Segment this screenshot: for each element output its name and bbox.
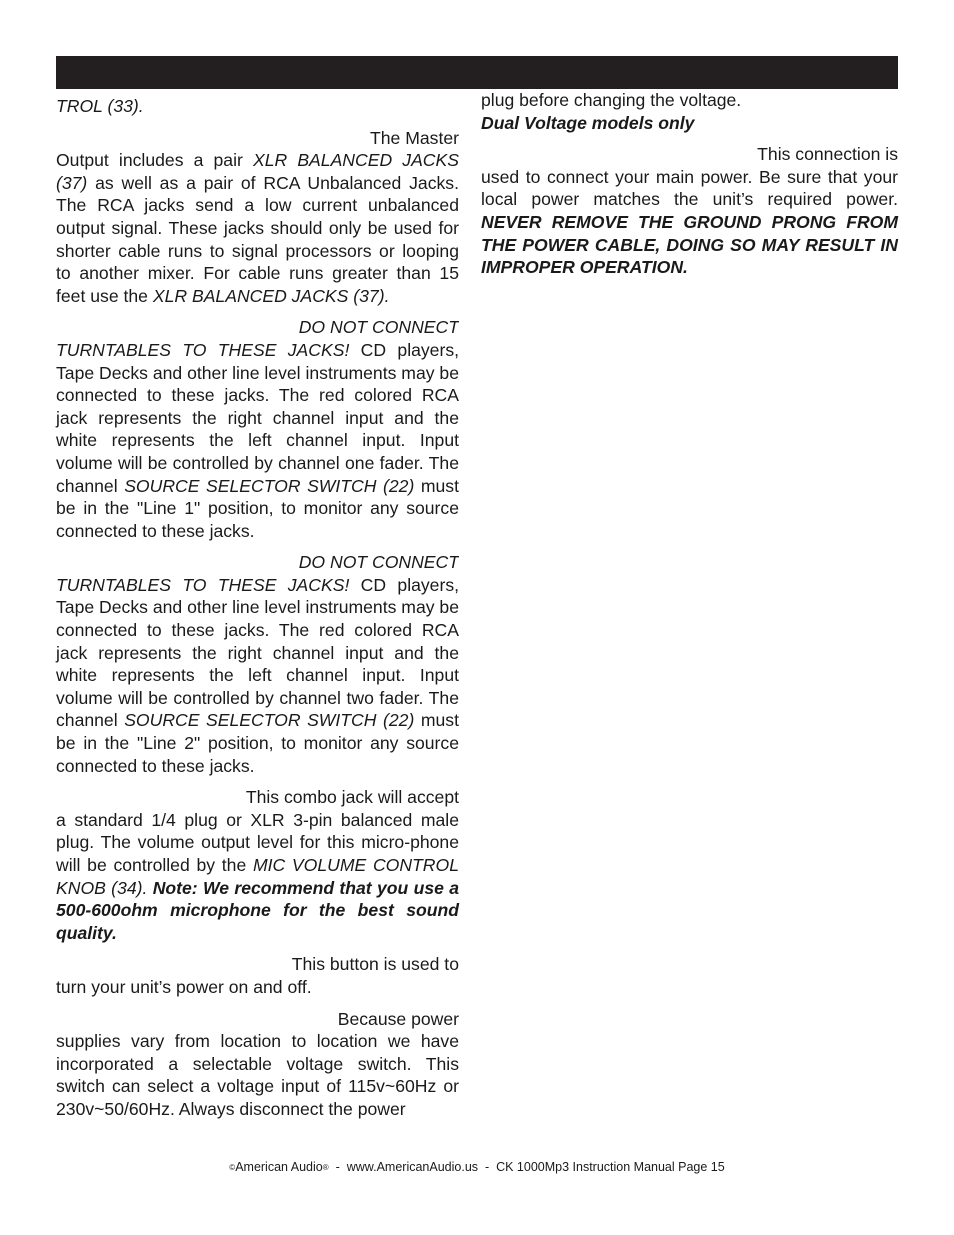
website-link: www.AmericanAudio.us xyxy=(346,1160,479,1174)
left-column xyxy=(56,95,459,1121)
paragraph-line: Because power xyxy=(337,1008,459,1029)
paragraph: used to connect your main power. Be sure that your local power matches the unit’s required power. NEVER REMOVE THE GROUND PRONG FROM THE POWER CABLE, DOING SO MAY RESULT IN IMPROPER OPERATION. xyxy=(481,166,898,278)
registered-symbol: ® xyxy=(322,1163,329,1173)
paragraph: a standard 1/4 plug or XLR 3-pin balanced male plug. The volume output level for this micro-phone will be controlled by the MIC VOLUME CONTROL KNOB (34). Note: We recommend that you use a 500-600ohm microphone for the best sound quality. xyxy=(56,809,459,943)
paragraph: TURNTABLES TO THESE JACKS! CD players, Tape Decks and other line level instruments may be connected to these jacks. The red colored RCA jack represents the right channel input and the white represents the left channel input. Input volume will be controlled by channel two fader. The channel SOURCE SELECTOR SWITCH (22) must be in the "Line 2" position, to monitor any source connected to these jacks. xyxy=(56,574,460,776)
brand-name: American Audio xyxy=(235,1160,323,1174)
paragraph-line: TROL (33). xyxy=(56,96,144,116)
subheading: Dual Voltage models only xyxy=(481,112,695,133)
paragraph: turn your unit’s power on and off. xyxy=(56,976,312,997)
copyright-symbol: © xyxy=(229,1163,236,1173)
warning-line: DO NOT CONNECT xyxy=(298,552,459,573)
paragraph-line: The Master xyxy=(370,127,459,148)
paragraph: supplies vary from location to location we have incorporated a selectable voltage switch. This switch can select a voltage input of 115v~60Hz or 230v~50/60Hz. Always disconnect the power xyxy=(56,1031,459,1119)
paragraph-line: plug before changing the voltage. xyxy=(481,90,742,110)
header-bar xyxy=(56,56,898,89)
page-footer: ©American Audio® - www.AmericanAudio.us - CK 1000Mp3 Instruction Manual Page 15 xyxy=(229,1160,725,1174)
paragraph-line: This connection is xyxy=(757,144,898,165)
paragraph-line: This button is used to xyxy=(291,954,459,975)
paragraph: Output includes a pair XLR BALANCED JACKS (37) as well as a pair of RCA Unbalanced Jacks. The RCA jacks send a low current unbalanced output signal. These jacks should only be used for shorter cable runs to signal processors or looping to another mixer. For cable runs greater than 15 feet use the XLR BALANCED JACKS (37). xyxy=(56,150,459,306)
paragraph: TURNTABLES TO THESE JACKS! CD players, Tape Decks and other line level instruments may be connected to these jacks. The red colored RCA jack represents the right channel input and the white represents the left channel input. Input volume will be controlled by channel one fader. The channel SOURCE SELECTOR SWITCH (22) must be in the "Line 1" position, to monitor any source connected to these jacks. xyxy=(56,339,460,541)
warning-line: DO NOT CONNECT xyxy=(298,317,459,338)
right-column xyxy=(481,89,898,279)
manual-page-label: CK 1000Mp3 Instruction Manual Page 15 xyxy=(496,1160,725,1174)
paragraph-line: This combo jack will accept xyxy=(245,787,459,808)
